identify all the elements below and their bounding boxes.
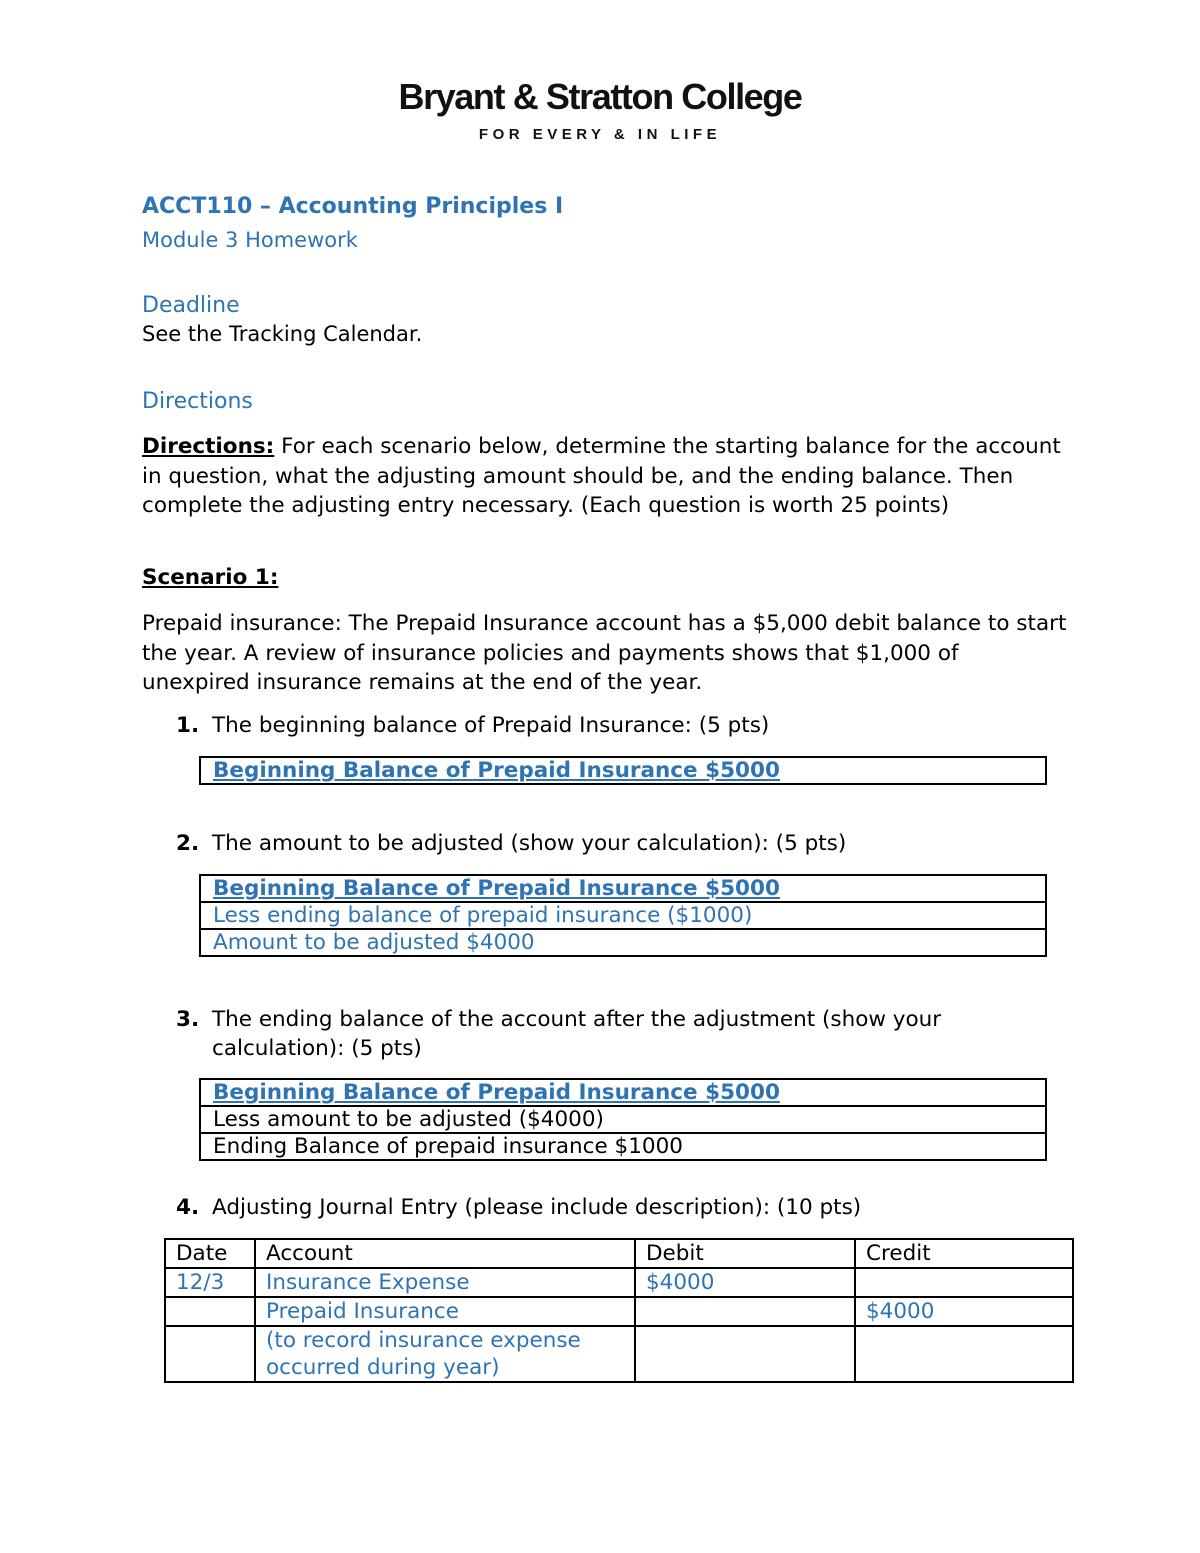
directions-heading: Directions — [142, 389, 253, 414]
answer-row — [200, 929, 1046, 956]
header-account: Account — [255, 1239, 635, 1268]
module-title: Module 3 Homework — [142, 228, 358, 252]
course-title: ACCT110 – Accounting Principles I — [142, 194, 564, 219]
question-2 — [176, 829, 847, 858]
answer-cell: Beginning Balance of Prepaid Insurance $5000 — [200, 875, 1046, 902]
question-3 — [176, 1005, 942, 1061]
answer-cell: Beginning Balance of Prepaid Insurance $5000 — [200, 757, 1046, 784]
journal-account: (to record insurance expense occurred during year) — [255, 1326, 635, 1382]
journal-credit — [855, 1326, 1073, 1382]
answer-row — [200, 1133, 1046, 1160]
question-text: The ending balance of the account after the adjustment (show your calculation): (5 pts) — [212, 1007, 942, 1061]
journal-debit: $4000 — [635, 1268, 855, 1297]
question-number: 3. — [176, 1007, 200, 1032]
header-debit: Debit — [635, 1239, 855, 1268]
directions-label: Directions: — [142, 434, 275, 459]
answer-row — [200, 1079, 1046, 1106]
answer-box-3 — [199, 1078, 1047, 1161]
journal-debit — [635, 1326, 855, 1382]
journal-date: 12/3 — [165, 1268, 255, 1297]
answer-cell: Less ending balance of prepaid insurance ($1000) — [200, 902, 1046, 929]
answer-row — [200, 1106, 1046, 1133]
answer-box-1 — [199, 756, 1047, 785]
answer-cell: Ending Balance of prepaid insurance $1000 — [200, 1133, 1046, 1160]
journal-header-row — [165, 1239, 1073, 1268]
journal-entry-table — [164, 1238, 1074, 1383]
journal-row — [165, 1297, 1073, 1326]
journal-row — [165, 1268, 1073, 1297]
question-4 — [176, 1193, 862, 1222]
deadline-heading: Deadline — [142, 293, 240, 318]
directions-paragraph — [142, 432, 1072, 521]
question-text: The amount to be adjusted (show your calculation): (5 pts) — [212, 831, 847, 856]
answer-cell: Less amount to be adjusted ($4000) — [200, 1106, 1046, 1133]
college-logo-name: Bryant & Stratton College — [398, 76, 802, 117]
scenario-title: Scenario 1: — [142, 565, 279, 590]
question-number: 1. — [176, 713, 200, 738]
answer-row — [200, 875, 1046, 902]
header-credit: Credit — [855, 1239, 1073, 1268]
answer-row — [200, 757, 1046, 784]
question-text: Adjusting Journal Entry (please include description): (10 pts) — [212, 1195, 862, 1220]
deadline-text: See the Tracking Calendar. — [142, 322, 423, 346]
journal-debit — [635, 1297, 855, 1326]
journal-date — [165, 1326, 255, 1382]
directions-body: For each scenario below, determine the starting balance for the account in question, what the adjusting amount should be, and the ending balance. Then complete the adjusting entry necessary. (Each question is worth 25 points) — [142, 434, 1061, 518]
college-logo-tagline: FOR EVERY & IN LIFE — [478, 126, 722, 143]
answer-cell: Beginning Balance of Prepaid Insurance $5000 — [200, 1079, 1046, 1106]
journal-row — [165, 1326, 1073, 1382]
answer-cell: Amount to be adjusted $4000 — [200, 929, 1046, 956]
journal-credit — [855, 1268, 1073, 1297]
answer-box-2 — [199, 874, 1047, 957]
journal-account: Insurance Expense — [255, 1268, 635, 1297]
answer-row — [200, 902, 1046, 929]
header-date: Date — [165, 1239, 255, 1268]
journal-credit: $4000 — [855, 1297, 1073, 1326]
question-number: 2. — [176, 831, 200, 856]
question-number: 4. — [176, 1195, 200, 1220]
journal-account: Prepaid Insurance — [255, 1297, 635, 1326]
scenario-paragraph: Prepaid insurance: The Prepaid Insurance account has a $5,000 debit balance to start the year. A review of insurance policies and payments shows that $1,000 of unexpired insurance remains at the end of the year. — [142, 611, 1067, 695]
question-1 — [176, 711, 770, 740]
journal-date — [165, 1297, 255, 1326]
question-text: The beginning balance of Prepaid Insurance: (5 pts) — [212, 713, 770, 738]
